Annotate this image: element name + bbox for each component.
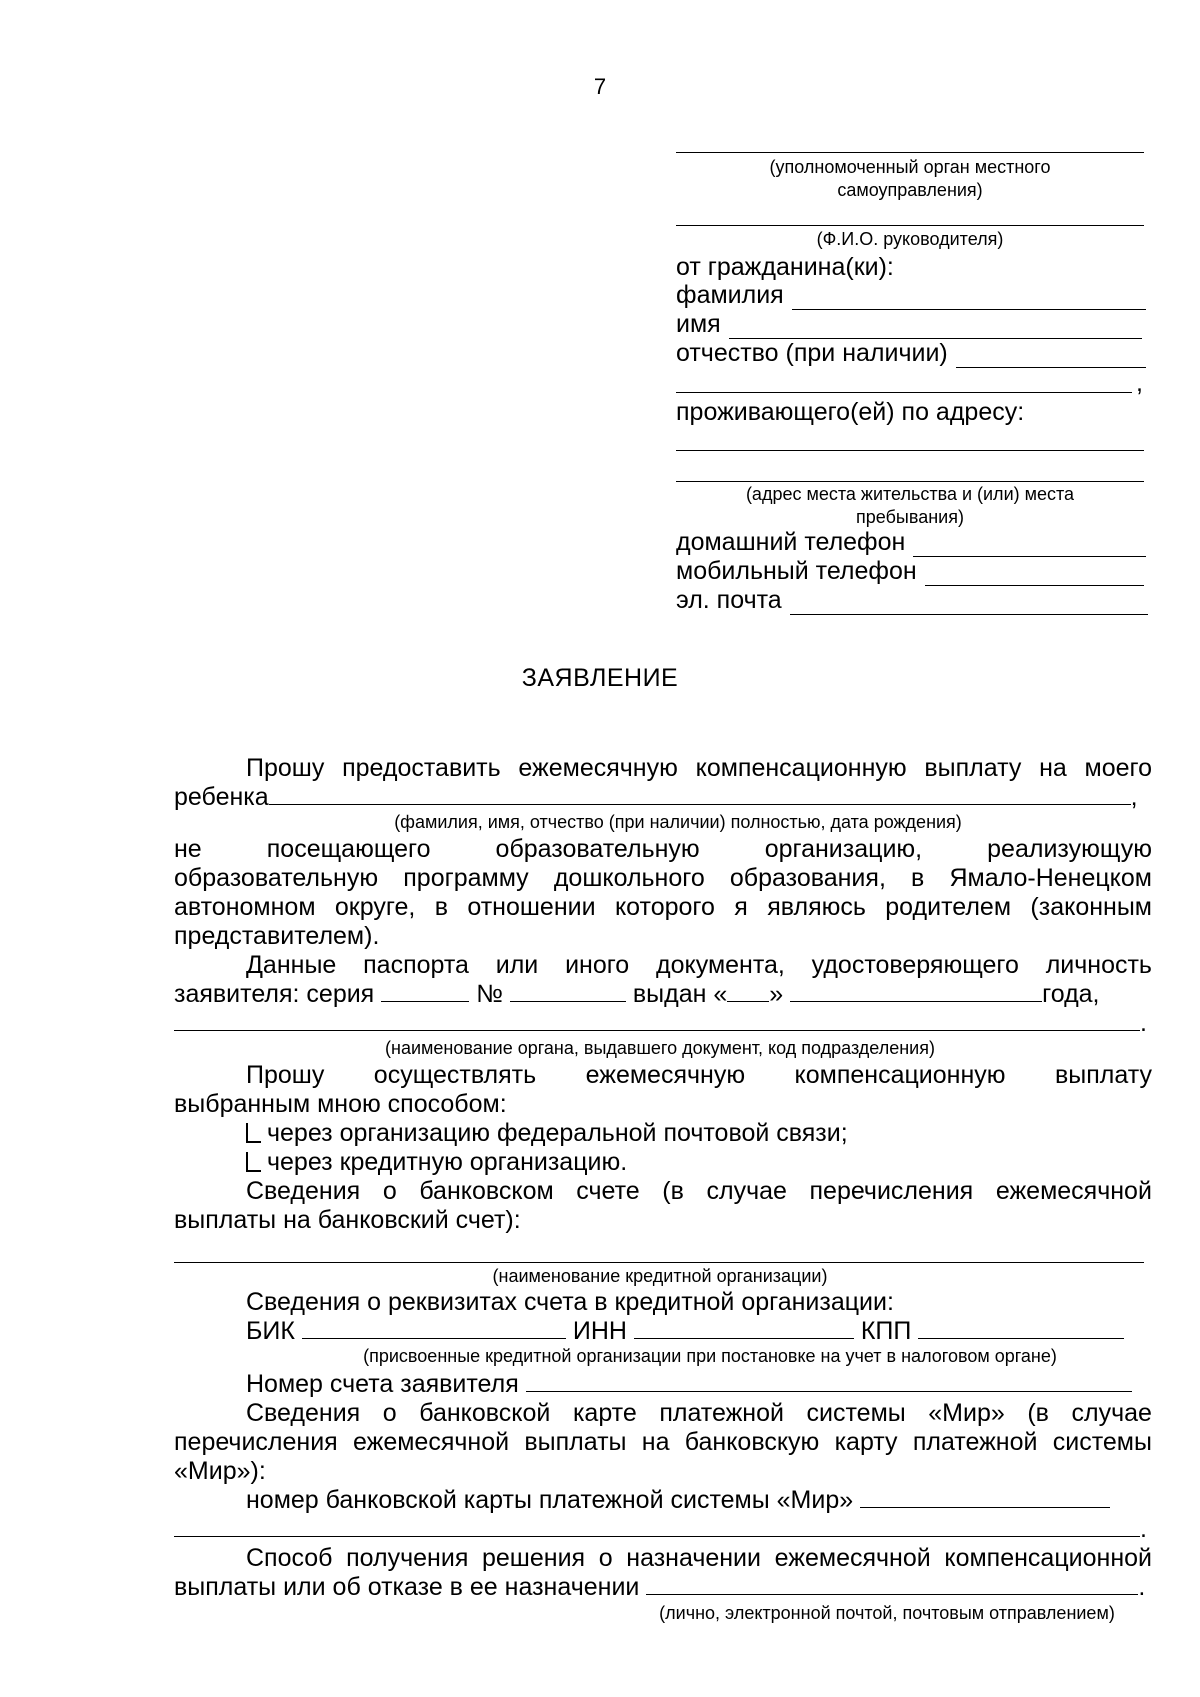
p3-line2: выбранным мною способом: [174,1090,507,1118]
post-checkbox-icon[interactable] [246,1123,261,1143]
child-caption: (фамилия, имя, отчество (при наличии) полностью, дата рождения) [394,812,962,832]
email-field: эл. почта [676,585,1148,615]
mobile-phone-field: мобильный телефон [676,556,1144,586]
p2-line1: Данные паспорта или иного документа, удостоверяющего личность [246,951,1152,979]
p3-line1: Прошу осуществлять ежемесячную компенсационную выплату [246,1061,1152,1089]
p6-line1: Способ получения решения о назначении ежемесячной компенсационной [246,1544,1152,1572]
option-post[interactable]: через организацию федеральной почтовой связи; [246,1118,848,1148]
p5-line3: «Мир»): [174,1457,266,1485]
requisites-fields: БИК ИНН КПП [246,1316,1124,1346]
account-field: Номер счета заявителя [246,1369,1132,1399]
address-line-2 [676,481,1144,482]
p5-line2: перечисления ежемесячной выплаты на банковскую карту платежной системы [174,1428,1152,1456]
from-citizen-label: от гражданина(ки): [676,253,894,281]
p1-line1: Прошу предоставить ежемесячную компенсационную выплату на моего [246,754,1152,782]
authority-caption: (уполномоченный орган местного самоуправления) [769,157,1051,200]
p1-line4: образовательную программу дошкольного образования, в Ямало-Ненецком [174,864,1152,892]
requisites-label: Сведения о реквизитах счета в кредитной организации: [246,1288,894,1316]
decision-field: выплаты или об отказе в ее назначении . [174,1573,1146,1601]
p4-line1: Сведения о банковском счете (в случае перечисления ежемесячной [246,1177,1152,1205]
document-title: ЗАЯВЛЕНИЕ [521,664,679,692]
child-field: ребенка , [174,783,1138,811]
patronymic-field: отчество (при наличии) [676,338,1146,368]
home-phone-field: домашний телефон [676,527,1146,557]
address-line-1 [676,450,1144,451]
surname-field: фамилия [676,280,1146,310]
p1-line3: не посещающего образовательную организацию, реализующую [174,835,1152,863]
bank-name-line [174,1262,1144,1263]
name-field: имя [676,309,1142,339]
decision-caption: (лично, электронной почтой, почтовым отправлением) [659,1603,1115,1623]
card-field: номер банковской карты платежной системы «Мир» [246,1485,1110,1515]
address-caption: (адрес места жительства и (или) места пребывания) [745,484,1075,527]
citizen-comma: , [1136,369,1143,397]
head-caption: (Ф.И.О. руководителя) [816,229,1004,249]
issuer-field: . [174,1008,1147,1038]
passport-fields: заявителя: серия № выдан « » года, [174,980,1100,1008]
card-extra-line: . [174,1514,1147,1544]
authority-line [676,152,1144,153]
requisites-caption: (присвоенные кредитной организации при постановке на учет в налоговом органе) [363,1346,1057,1366]
p4-line2: выплаты на банковский счет): [174,1206,521,1234]
p1-line5: автономном округе, в отношении которого я являюсь родителем (законным [174,893,1152,921]
residing-label: проживающего(ей) по адресу: [676,398,1025,426]
option-credit[interactable]: через кредитную организацию. [246,1147,627,1177]
citizen-extra-line [676,392,1132,393]
p5-line1: Сведения о банковской карте платежной системы «Мир» (в случае [246,1399,1152,1427]
credit-checkbox-icon[interactable] [246,1152,261,1172]
head-name-line [676,225,1144,226]
issuer-caption: (наименование органа, выдавшего документ, код подразделения) [385,1038,935,1058]
page-number: 7 [593,74,607,99]
p1-line6: представителем). [174,922,380,950]
bank-caption: (наименование кредитной организации) [492,1266,828,1286]
